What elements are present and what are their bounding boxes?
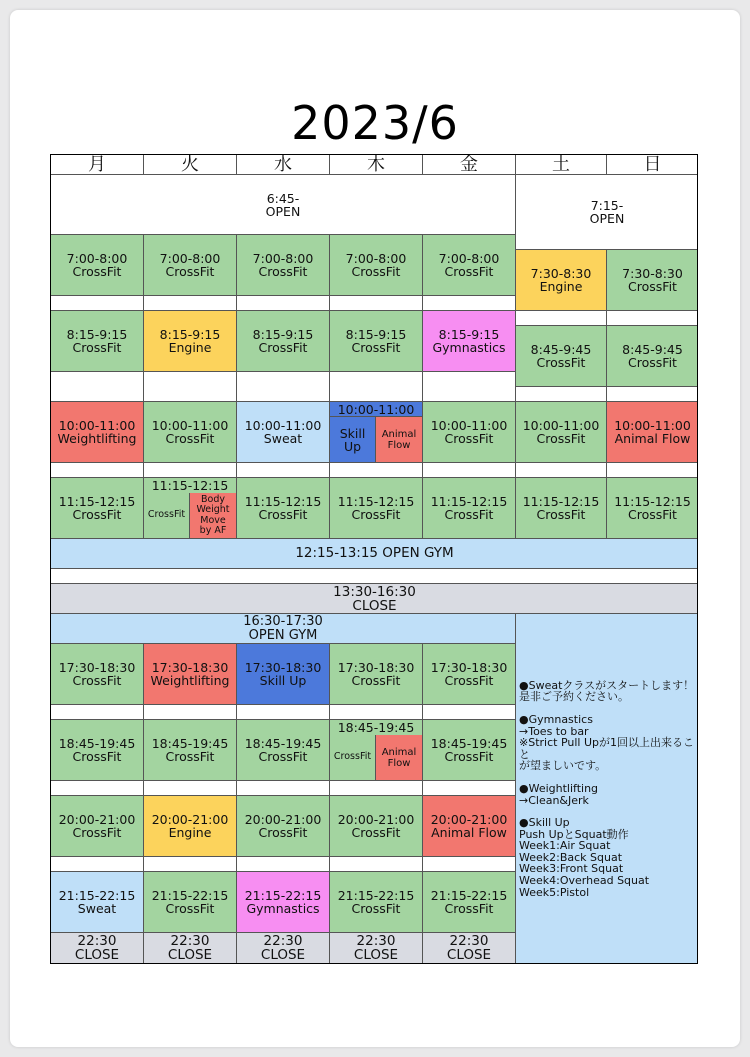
gap-cell xyxy=(607,463,698,478)
close-thu-2230: 22:30 CLOSE xyxy=(330,933,423,964)
class-tue-1115-time: 11:15-12:15 xyxy=(144,478,237,493)
schedule-title: 2023/6 xyxy=(291,96,459,150)
class-fri-0700: 7:00-8:00 CrossFit xyxy=(423,235,516,296)
class-sat-0730: 7:30-8:30 Engine xyxy=(516,250,607,311)
class-wed-0815: 8:15-9:15 CrossFit xyxy=(237,311,330,372)
class-thu-1000-animal-flow: Animal Flow xyxy=(376,417,423,463)
day-header-mon: 月 xyxy=(51,155,144,175)
gap-cell xyxy=(516,463,607,478)
weekday-open-banner: 6:45- OPEN xyxy=(51,175,516,235)
class-fri-2115: 21:15-22:15 CrossFit xyxy=(423,872,516,933)
class-sun-1115: 11:15-12:15 CrossFit xyxy=(607,478,698,539)
gap-cell xyxy=(330,705,423,720)
close-tue-2230: 22:30 CLOSE xyxy=(144,933,237,964)
gap-cell xyxy=(51,463,144,478)
class-thu-1845-time: 18:45-19:45 xyxy=(330,720,423,735)
gap-cell xyxy=(144,781,237,796)
class-mon-2000: 20:00-21:00 CrossFit xyxy=(51,796,144,857)
class-thu-1115: 11:15-12:15 CrossFit xyxy=(330,478,423,539)
gap-cell xyxy=(237,372,330,402)
class-mon-1000: 10:00-11:00 Weightlifting xyxy=(51,402,144,463)
class-sun-0730: 7:30-8:30 CrossFit xyxy=(607,250,698,311)
day-header-fri: 金 xyxy=(423,155,516,175)
gap-cell xyxy=(423,857,516,872)
class-thu-1730: 17:30-18:30 CrossFit xyxy=(330,644,423,705)
class-tue-0815: 8:15-9:15 Engine xyxy=(144,311,237,372)
gap-cell xyxy=(330,857,423,872)
day-header-sun: 日 xyxy=(607,155,698,175)
gap-cell xyxy=(237,705,330,720)
class-sat-1000: 10:00-11:00 CrossFit xyxy=(516,402,607,463)
gap-cell xyxy=(607,387,698,402)
class-sun-1000: 10:00-11:00 Animal Flow xyxy=(607,402,698,463)
gap-cell xyxy=(144,857,237,872)
gap-cell xyxy=(51,857,144,872)
gap-row xyxy=(51,569,698,584)
close-afternoon-banner: 13:30-16:30 CLOSE xyxy=(51,584,698,614)
note-gymnastics: ●Gymnastics →Toes to bar ※Strict Pull Upが1回以上出来ること が望ましいです。 xyxy=(519,712,695,773)
class-thu-1000-time: 10:00-11:00 xyxy=(330,402,423,417)
class-tue-1115-crossfit: CrossFit xyxy=(144,493,190,539)
note-sweat: ●Sweatクラスがスタートします！ 是非ご予約ください。 xyxy=(519,678,695,704)
weekend-open-banner: 7:15- OPEN xyxy=(516,175,698,250)
day-header-thu: 木 xyxy=(330,155,423,175)
class-sun-0845: 8:45-9:45 CrossFit xyxy=(607,326,698,387)
class-wed-1000: 10:00-11:00 Sweat xyxy=(237,402,330,463)
gap-cell xyxy=(423,705,516,720)
gap-cell xyxy=(423,372,516,402)
class-thu-1845-animal-flow: Animal Flow xyxy=(376,735,423,781)
day-header-sat: 土 xyxy=(516,155,607,175)
class-mon-2115: 21:15-22:15 Sweat xyxy=(51,872,144,933)
class-mon-1115: 11:15-12:15 CrossFit xyxy=(51,478,144,539)
class-tue-1845: 18:45-19:45 CrossFit xyxy=(144,720,237,781)
gap-cell xyxy=(51,781,144,796)
class-wed-1115: 11:15-12:15 CrossFit xyxy=(237,478,330,539)
class-tue-1115-body-weight: Body Weight Move by AF xyxy=(190,493,237,539)
class-sat-0845: 8:45-9:45 CrossFit xyxy=(516,326,607,387)
gap-cell xyxy=(144,705,237,720)
class-tue-0700: 7:00-8:00 CrossFit xyxy=(144,235,237,296)
class-thu-2115: 21:15-22:15 CrossFit xyxy=(330,872,423,933)
note-skill-up: ●Skill Up Push UpとSquat動作 Week1:Air Squat Week2:Back Squat Week3:Front Squat Week4:Overhead Squat Week5:Pistol xyxy=(519,816,650,899)
gap-cell xyxy=(237,781,330,796)
gap-cell xyxy=(423,296,516,311)
gap-cell xyxy=(51,705,144,720)
gap-cell xyxy=(330,463,423,478)
class-fri-1730: 17:30-18:30 CrossFit xyxy=(423,644,516,705)
class-wed-2115: 21:15-22:15 Gymnastics xyxy=(237,872,330,933)
gap-cell xyxy=(423,463,516,478)
class-wed-0700: 7:00-8:00 CrossFit xyxy=(237,235,330,296)
class-tue-2115: 21:15-22:15 CrossFit xyxy=(144,872,237,933)
close-mon-2230: 22:30 CLOSE xyxy=(51,933,144,964)
schedule-table xyxy=(50,154,698,964)
class-tue-2000: 20:00-21:00 Engine xyxy=(144,796,237,857)
gap-cell xyxy=(51,372,144,402)
class-mon-1730: 17:30-18:30 CrossFit xyxy=(51,644,144,705)
class-mon-0815: 8:15-9:15 CrossFit xyxy=(51,311,144,372)
class-fri-2000: 20:00-21:00 Animal Flow xyxy=(423,796,516,857)
class-wed-1730: 17:30-18:30 Skill Up xyxy=(237,644,330,705)
open-gym-evening-banner: 16:30-17:30 OPEN GYM xyxy=(51,614,516,644)
gap-cell xyxy=(330,372,423,402)
class-fri-1000: 10:00-11:00 CrossFit xyxy=(423,402,516,463)
close-fri-2230: 22:30 CLOSE xyxy=(423,933,516,964)
gap-cell xyxy=(516,311,607,326)
class-sat-1115: 11:15-12:15 CrossFit xyxy=(516,478,607,539)
gap-cell xyxy=(144,463,237,478)
class-tue-1000: 10:00-11:00 CrossFit xyxy=(144,402,237,463)
class-thu-0700: 7:00-8:00 CrossFit xyxy=(330,235,423,296)
note-weightlifting: ●Weightlifting →Clean&Jerk xyxy=(519,781,599,807)
class-mon-1845: 18:45-19:45 CrossFit xyxy=(51,720,144,781)
gap-cell xyxy=(237,857,330,872)
class-fri-1845: 18:45-19:45 CrossFit xyxy=(423,720,516,781)
class-thu-0815: 8:15-9:15 CrossFit xyxy=(330,311,423,372)
class-thu-2000: 20:00-21:00 CrossFit xyxy=(330,796,423,857)
gap-cell xyxy=(144,296,237,311)
gap-cell xyxy=(330,296,423,311)
class-mon-0700: 7:00-8:00 CrossFit xyxy=(51,235,144,296)
class-fri-1115: 11:15-12:15 CrossFit xyxy=(423,478,516,539)
gap-cell xyxy=(144,372,237,402)
class-thu-1000-skill-up: Skill Up xyxy=(330,417,376,463)
gap-cell xyxy=(607,311,698,326)
day-header-wed: 水 xyxy=(237,155,330,175)
gap-cell xyxy=(237,296,330,311)
class-wed-1845: 18:45-19:45 CrossFit xyxy=(237,720,330,781)
day-header-tue: 火 xyxy=(144,155,237,175)
gap-cell xyxy=(516,387,607,402)
class-wed-2000: 20:00-21:00 CrossFit xyxy=(237,796,330,857)
gap-cell xyxy=(51,296,144,311)
open-gym-noon-banner: 12:15-13:15 OPEN GYM xyxy=(51,539,698,569)
class-thu-1845-crossfit: CrossFit xyxy=(330,735,376,781)
gap-cell xyxy=(237,463,330,478)
notes-panel xyxy=(516,614,698,964)
class-tue-1730: 17:30-18:30 Weightlifting xyxy=(144,644,237,705)
class-fri-0815: 8:15-9:15 Gymnastics xyxy=(423,311,516,372)
close-wed-2230: 22:30 CLOSE xyxy=(237,933,330,964)
gap-cell xyxy=(330,781,423,796)
gap-cell xyxy=(423,781,516,796)
